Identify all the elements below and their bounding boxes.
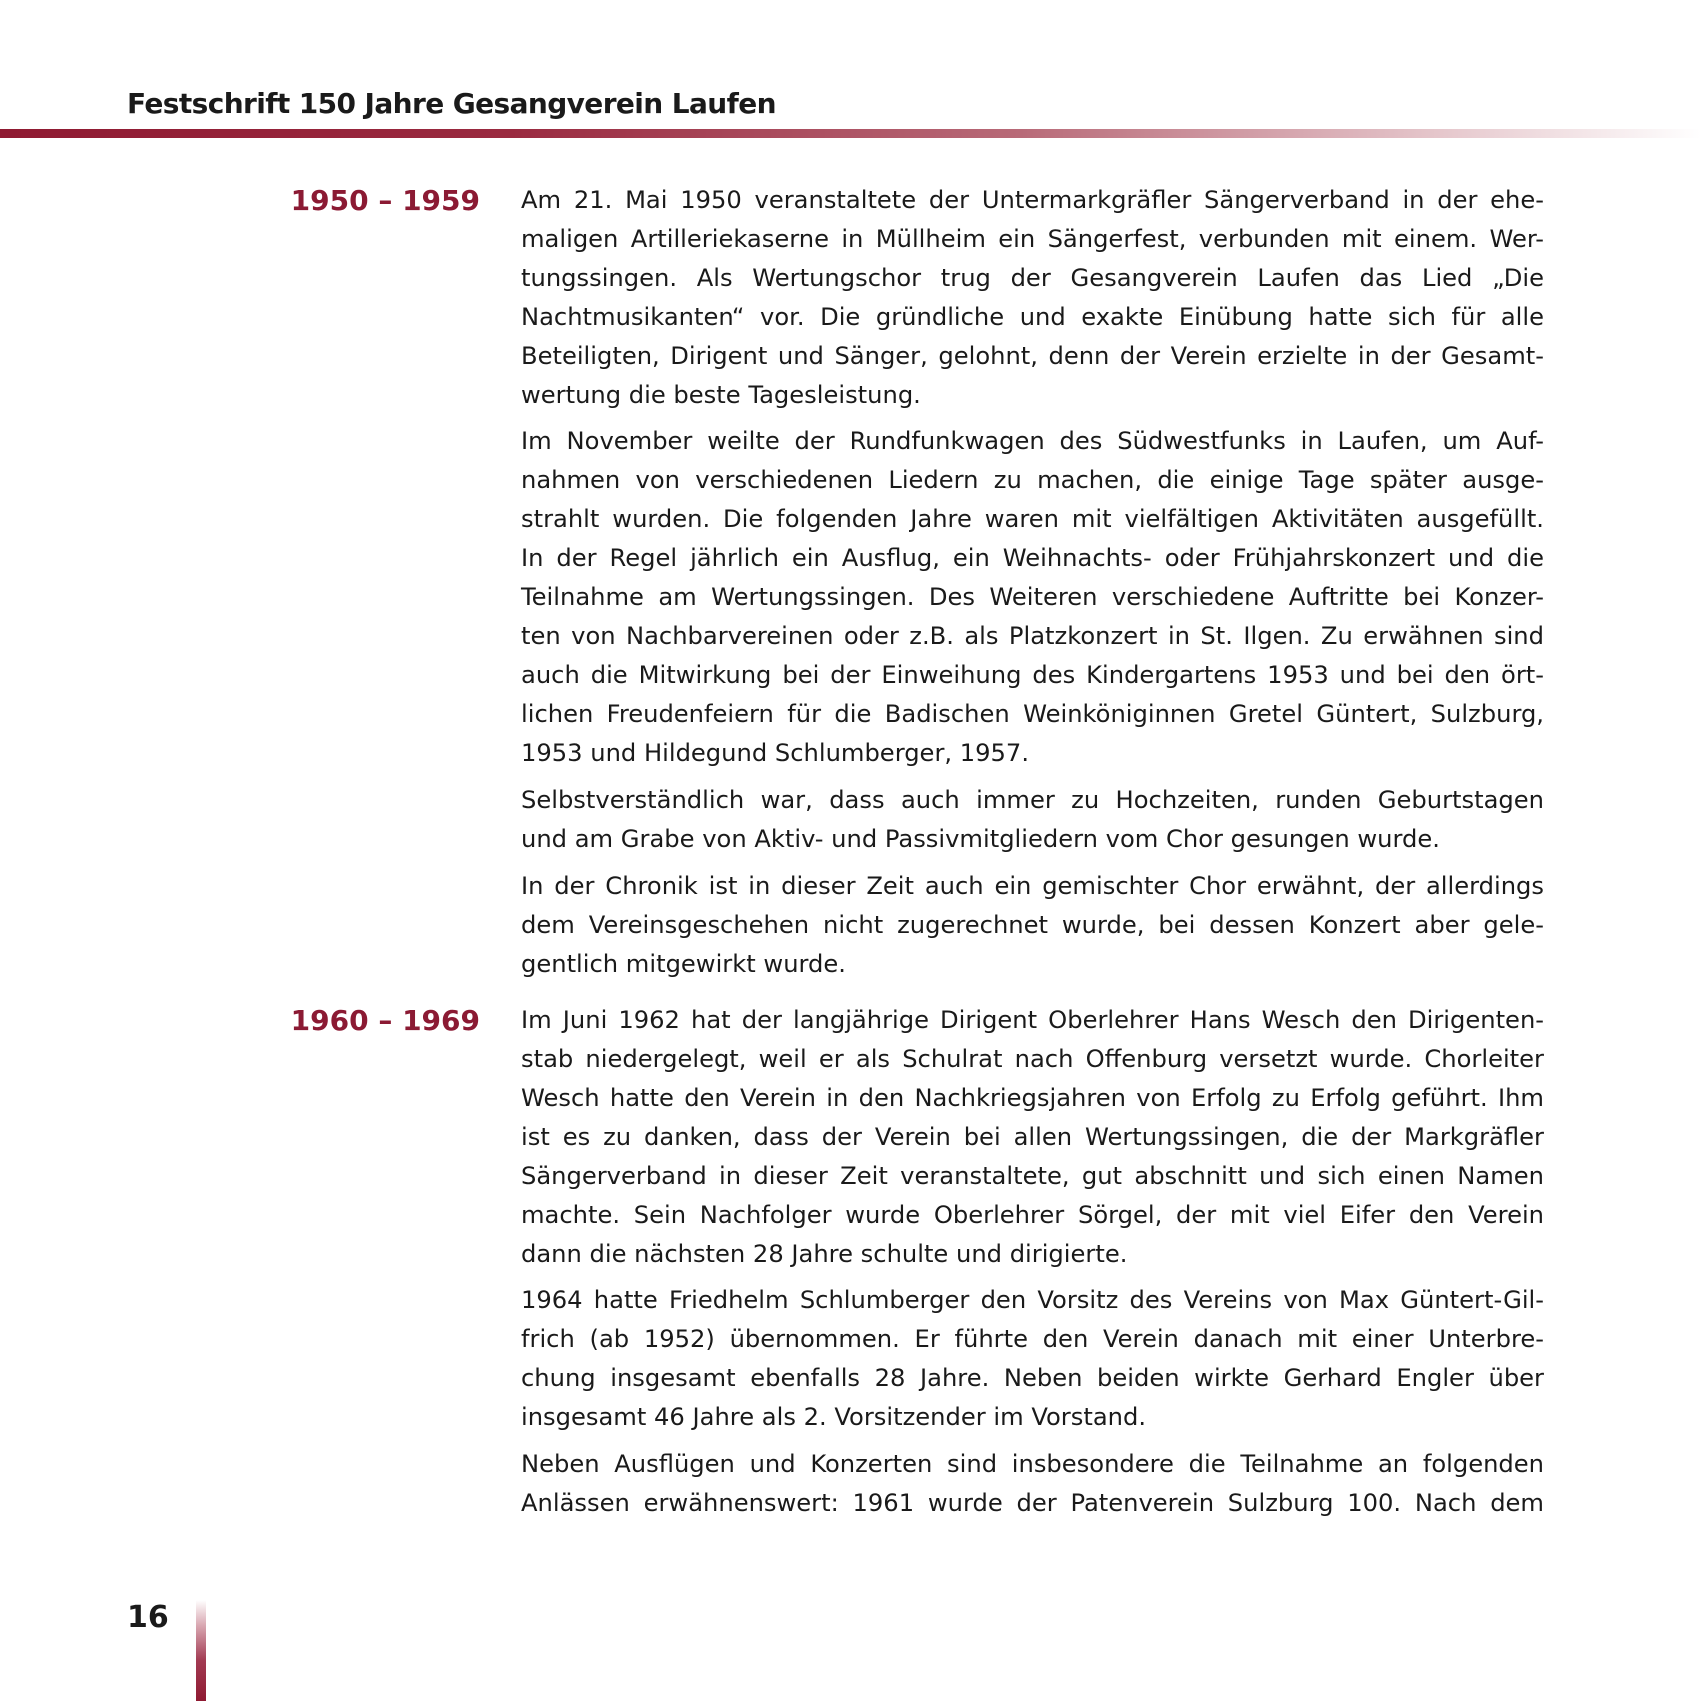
text-line: Im Juni 1962 hat der langjährige Dirigent Oberlehrer Hans Wesch den Dirigenten- — [521, 1006, 1544, 1034]
text-line: insgesamt 46 Jahre als 2. Vorsitzender im Vorstand. — [521, 1403, 1147, 1431]
running-header-title: Festschrift 150 Jahre Gesangverein Laufen — [127, 87, 776, 120]
text-line: In der Regel jährlich ein Ausflug, ein Weihnachts- oder Frühjahrskonzert und die — [521, 544, 1544, 572]
text-line: maligen Artilleriekaserne in Müllheim ein Sängerfest, verbunden mit einem. Wer- — [521, 225, 1544, 253]
text-line: nahmen von verschiedenen Liedern zu machen, die einige Tage später ausge- — [521, 466, 1544, 494]
text-line: Nachtmusikanten“ vor. Die gründliche und exakte Einübung hatte sich für alle — [521, 303, 1544, 331]
text-line: 1964 hatte Friedhelm Schlumberger den Vorsitz des Vereins von Max Güntert-Gil- — [521, 1286, 1544, 1314]
text-line: strahlt wurden. Die folgenden Jahre waren mit vielfältigen Aktivitäten ausgefüllt. — [521, 505, 1544, 533]
text-line: Sängerverband in dieser Zeit veranstaltete, gut abschnitt und sich einen Namen — [521, 1162, 1544, 1190]
text-line: dem Vereinsgeschehen nicht zugerechnet wurde, bei dessen Konzert aber gele- — [521, 911, 1544, 939]
paragraph — [521, 781, 1544, 859]
text-line: lichen Freudenfeiern für die Badischen Weinköniginnen Gretel Güntert, Sulzburg, — [521, 700, 1544, 728]
text-line: auch die Mitwirkung bei der Einweihung des Kindergartens 1953 und bei den ört- — [521, 661, 1544, 689]
text-line: machte. Sein Nachfolger wurde Oberlehrer Sörgel, der mit viel Eifer den Verein — [521, 1201, 1544, 1229]
paragraph — [521, 1445, 1544, 1523]
text-line: Teilnahme am Wertungssingen. Des Weiteren verschiedene Auftritte bei Konzer- — [521, 583, 1544, 611]
text-line: ten von Nachbarvereinen oder z.B. als Platzkonzert in St. Ilgen. Zu erwähnen sind — [521, 622, 1544, 650]
paragraph — [521, 1281, 1544, 1437]
text-line: Anlässen erwähnenswert: 1961 wurde der Patenverein Sulzburg 100. Nach dem — [521, 1489, 1544, 1517]
text-line: In der Chronik ist in dieser Zeit auch ein gemischter Chor erwähnt, der allerdings — [521, 872, 1544, 900]
paragraph — [521, 181, 1544, 415]
text-line: 1953 und Hildegund Schlumberger, 1957. — [521, 739, 1030, 767]
text-line: und am Grabe von Aktiv- und Passivmitgliedern vom Chor gesungen wurde. — [521, 825, 1440, 853]
text-line: gentlich mitgewirkt wurde. — [521, 950, 846, 978]
text-line: stab niedergelegt, weil er als Schulrat nach Offenburg versetzt wurde. Chorleiter — [521, 1045, 1544, 1073]
section-year-1950s: 1950 – 1959 — [290, 184, 480, 217]
paragraph — [521, 422, 1544, 773]
text-line: tungssingen. Als Wertungschor trug der Gesangverein Laufen das Lied „Die — [521, 264, 1544, 292]
text-line: Wesch hatte den Verein in den Nachkriegsjahren von Erfolg zu Erfolg geführt. Ihm — [521, 1084, 1544, 1112]
text-line: chung insgesamt ebenfalls 28 Jahre. Neben beiden wirkte Gerhard Engler über — [521, 1364, 1544, 1392]
section-year-1960s: 1960 – 1969 — [290, 1004, 480, 1037]
page-number: 16 — [127, 1600, 169, 1635]
paragraph — [521, 867, 1544, 984]
page-edge-bar — [196, 1600, 206, 1701]
text-line: Am 21. Mai 1950 veranstaltete der Untermarkgräfler Sängerverband in der ehe- — [521, 186, 1544, 214]
text-line: dann die nächsten 28 Jahre schulte und dirigierte. — [521, 1240, 1128, 1268]
header-rule — [0, 129, 1701, 138]
paragraph — [521, 1001, 1544, 1274]
text-line: frich (ab 1952) übernommen. Er führte den Verein danach mit einer Unterbre- — [521, 1325, 1544, 1353]
text-line: Im November weilte der Rundfunkwagen des Südwestfunks in Laufen, um Auf- — [521, 427, 1544, 455]
text-line: Selbstverständlich war, dass auch immer zu Hochzeiten, runden Geburtstagen — [521, 786, 1544, 814]
text-line: wertung die beste Tagesleistung. — [521, 381, 921, 409]
text-line: Neben Ausflügen und Konzerten sind insbesondere die Teilnahme an folgenden — [521, 1450, 1544, 1478]
text-line: Beteiligten, Dirigent und Sänger, gelohnt, denn der Verein erzielte in der Gesamt- — [521, 342, 1544, 370]
text-line: ist es zu danken, dass der Verein bei allen Wertungssingen, die der Markgräfler — [521, 1123, 1544, 1151]
